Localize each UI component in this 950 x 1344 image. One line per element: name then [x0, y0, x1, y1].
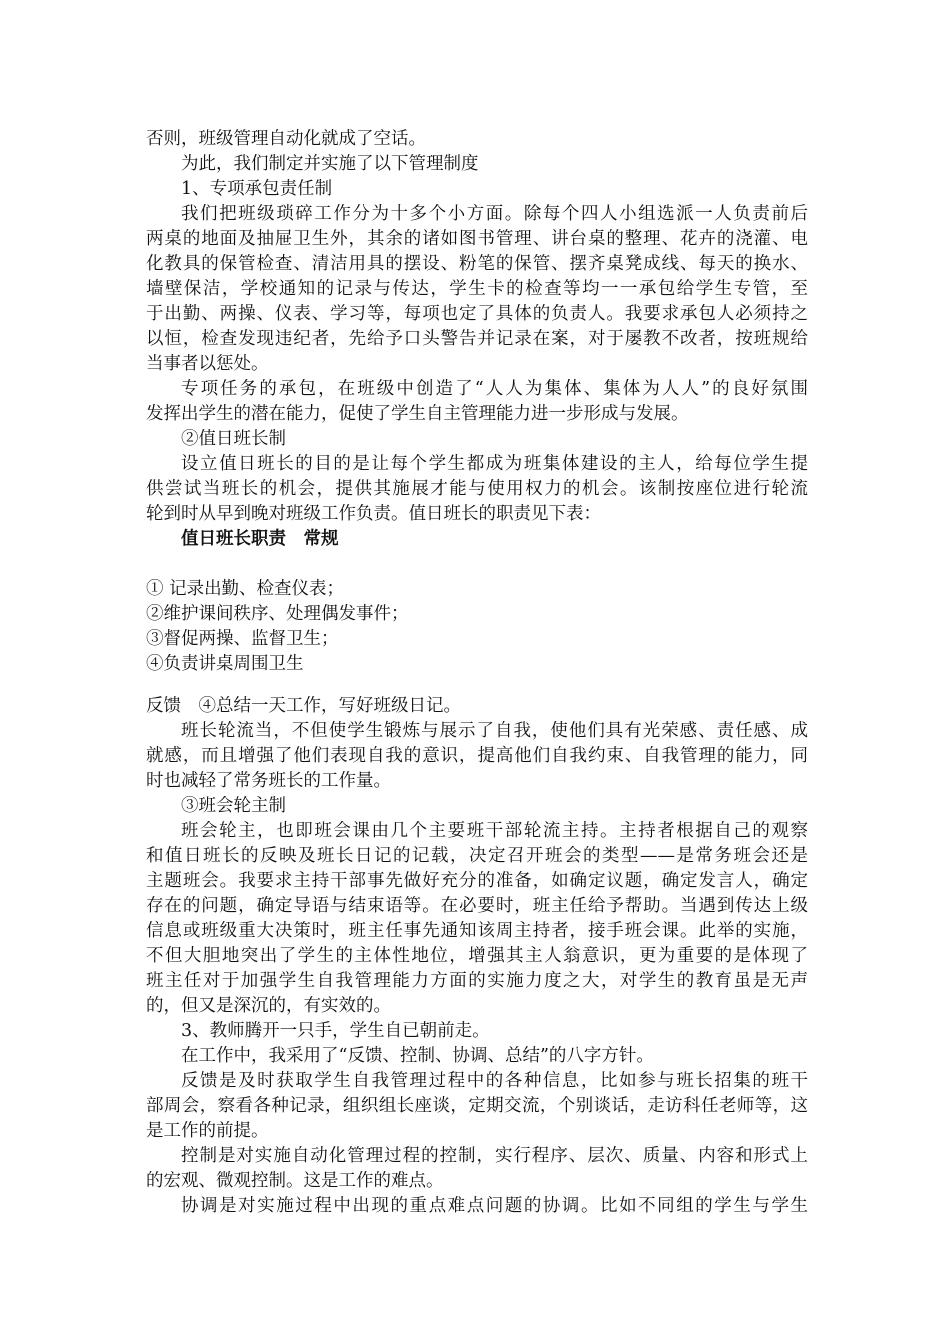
text-line: 以恒，检查发现违纪者，先给予口头警告并记录在案，对于屡教不改者，按班规给 — [146, 329, 808, 349]
text-line: 班长轮流当，不但使学生锻炼与展示了自我，使他们具有光荣感、责任感、成 — [181, 721, 808, 741]
text-line: 协调是对实施过程中出现的重点难点问题的协调。比如不同组的学生与学生 — [181, 1196, 808, 1216]
text-line: 存在的问题，确定导语与结束语等。在必要时，班主任给予帮助。当遇到传达上级 — [146, 896, 808, 916]
text-line: 我们把班级琐碎工作分为十多个小方面。除每个四人小组选派一人负责前后 — [181, 204, 808, 224]
section-heading: ③班会轮主制 — [181, 796, 286, 816]
text-line: 是工作的前提。 — [146, 1121, 269, 1141]
text-line: 于出勤、两操、仪表、学习等，每项也定了具体的负责人。我要求承包人必须持之 — [146, 304, 808, 324]
text-line: 轮到时从早到晚对班级工作负责。值日班长的职责见下表： — [146, 504, 601, 524]
section-heading: ②值日班长制 — [181, 429, 286, 449]
text-line: 班会轮主，也即班会课由几个主要班干部轮流主持。主持者根据自己的观察 — [181, 821, 808, 841]
text-line: 的宏观、微观控制。这是工作的难点。 — [146, 1171, 444, 1191]
text-line: 两桌的地面及抽屉卫生外，其余的诸如图书管理、讲台桌的整理、花卉的浇灌、电 — [146, 229, 808, 249]
text-line: 控制是对实施自动化管理过程的控制，实行程序、层次、质量、内容和形式上 — [181, 1146, 808, 1166]
text-line: 班主任对于加强学生自我管理能力方面的实施力度之大，对学生的教育虽是无声 — [146, 971, 808, 991]
text-line: 主题班会。我要求主持干部事先做好充分的准备，如确定议题，确定发言人，确定 — [146, 871, 808, 891]
text-line: 化教具的保管检查、清洁用具的摆设、粉笔的保管、摆齐桌凳成线、每天的换水、 — [146, 254, 808, 274]
text-line: 供尝试当班长的机会，提供其施展才能与使用权力的机会。该制按座位进行轮流 — [146, 479, 808, 499]
text-line: 部周会，察看各种记录，组织组长座谈，定期交流，个别谈话，走访科任老师等，这 — [146, 1096, 808, 1116]
text-line: 不但大胆地突出了学生的主体性地位，增强其主人翁意识，更为重要的是体现了 — [146, 946, 808, 966]
text-line: 墙壁保洁，学校通知的记录与传达，学生卡的检查等均一一承包给学生专管，至 — [146, 279, 808, 299]
list-item: ① 记录出勤、检查仪表； — [146, 579, 345, 599]
list-item: ②维护课间秩序、处理偶发事件； — [146, 604, 409, 624]
section-heading: 3、教师腾开一只手，学生自已朝前走。 — [181, 1021, 490, 1041]
text-line: 专项任务的承包，在班级中创造了“人人为集体、集体为人人”的良好氛围 — [181, 379, 808, 399]
text-line: 在工作中，我采用了“反馈、控制、协调、总结”的八字方针。 — [181, 1046, 654, 1066]
text-line: 设立值日班长的目的是让每个学生都成为班集体建设的主人，给每位学生提 — [181, 454, 808, 474]
list-item: ④负责讲桌周围卫生 — [146, 654, 304, 674]
text-line: 否则，班级管理自动化就成了空话。 — [146, 129, 426, 149]
text-line: 为此，我们制定并实施了以下管理制度 — [181, 154, 479, 174]
text-line: 信息或班级重大决策时，班主任事先通知该周主持者，接手班会课。此举的实施， — [146, 921, 808, 941]
text-line: 的，但又是深沉的，有实效的。 — [146, 996, 391, 1016]
text-line: 和值日班长的反映及班长日记的记载，决定召开班会的类型——是常务班会还是 — [146, 846, 808, 866]
table-heading: 值日班长职责 常规 — [181, 529, 339, 549]
text-line: 时也减轻了常务班长的工作量。 — [146, 771, 391, 791]
text-line: 当事者以惩处。 — [146, 354, 269, 374]
list-item: 反馈 ④总结一天工作，写好班级日记。 — [146, 696, 461, 716]
text-line: 发挥出学生的潜在能力，促使了学生自主管理能力进一步形成与发展。 — [146, 404, 689, 424]
text-line: 就感，而且增强了他们表现自我的意识，提高他们自我约束、自我管理的能力，同 — [146, 746, 808, 766]
text-line: 反馈是及时获取学生自我管理过程中的各种信息，比如参与班长招集的班干 — [181, 1071, 808, 1091]
list-item: ③督促两操、监督卫生； — [146, 629, 339, 649]
section-heading: 1、专项承包责任制 — [181, 179, 333, 199]
